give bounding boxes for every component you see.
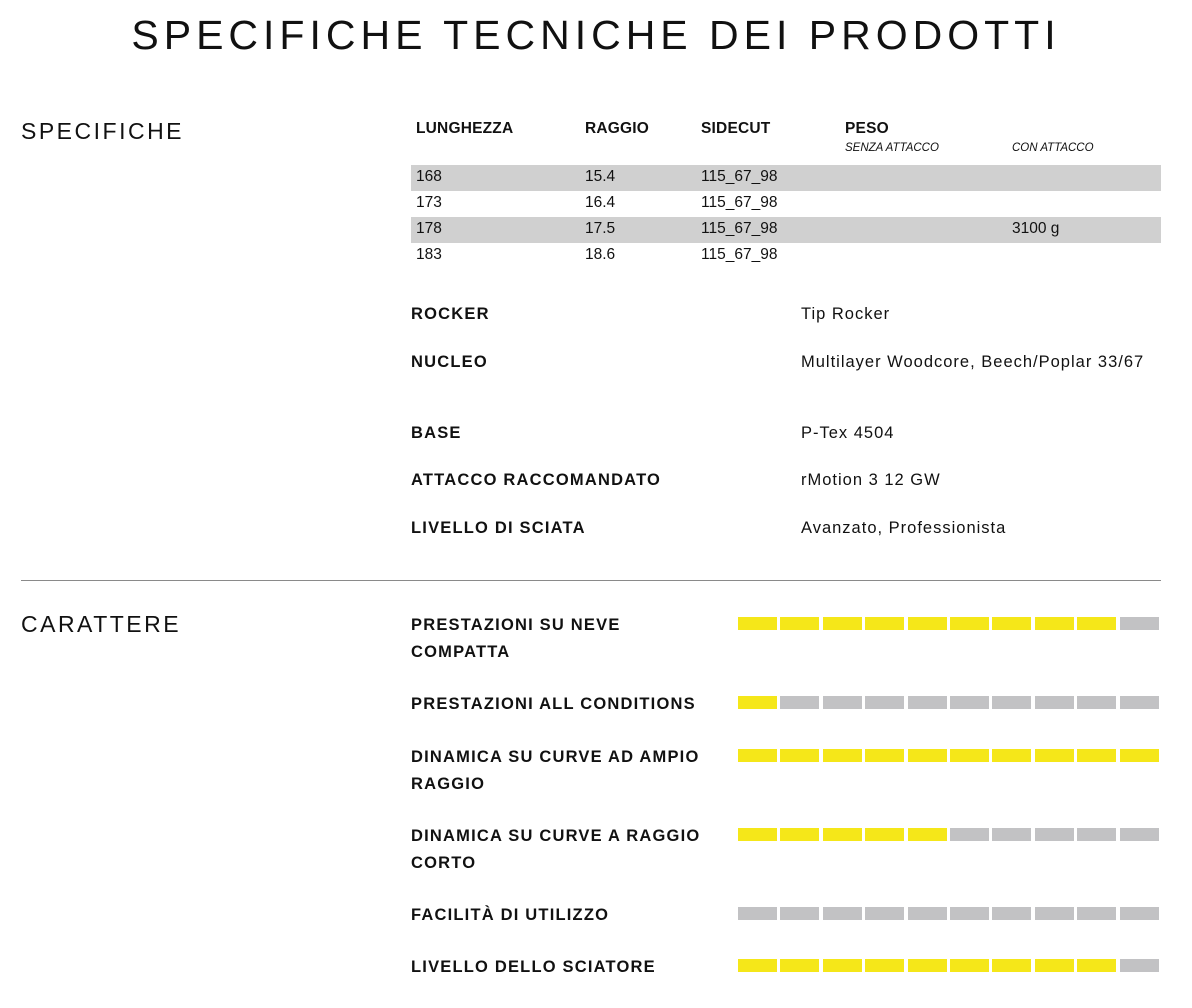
header-sidecut: SIDECUT [701, 120, 771, 137]
rating-segment-filled [1035, 617, 1074, 630]
table-row [411, 165, 1161, 191]
rating-segment-empty [823, 907, 862, 920]
cell-length: 173 [416, 194, 442, 211]
cell-length: 178 [416, 220, 442, 237]
rating-segment-filled [1077, 749, 1116, 762]
page-title: SPECIFICHE TECNICHE DEI PRODOTTI [131, 12, 1061, 58]
rating-segment-empty [865, 907, 904, 920]
rating-segment-filled [1035, 959, 1074, 972]
rating-segment-filled [908, 617, 947, 630]
header-weight: PESO [845, 120, 889, 137]
rating-bar [738, 907, 1161, 920]
rating-segment-empty [992, 696, 1031, 709]
rating-label: DINAMICA SU CURVE AD AMPIO RAGGIO [411, 748, 700, 793]
rating-bar [738, 959, 1161, 972]
rating-segment-empty [1077, 696, 1116, 709]
header-weight-with-binding: CON ATTACCO [1012, 142, 1094, 154]
rating-segment-empty [1120, 696, 1159, 709]
rating-bar [738, 617, 1161, 630]
rating-segment-empty [1120, 828, 1159, 841]
cell-radius: 17.5 [585, 220, 616, 237]
rating-segment-filled [1077, 959, 1116, 972]
rating-segment-empty [1120, 959, 1159, 972]
detail-value: Avanzato, Professionista [801, 519, 1007, 537]
rating-segment-empty [950, 828, 989, 841]
table-row [411, 191, 1161, 217]
table-row [411, 243, 1161, 269]
rating-bar [738, 749, 1161, 762]
cell-radius: 15.4 [585, 168, 616, 185]
cell-sidecut: 115_67_98 [701, 168, 778, 185]
rating-label: PRESTAZIONI ALL CONDITIONS [411, 695, 696, 713]
cell-sidecut: 115_67_98 [701, 194, 778, 211]
rating-segment-filled [992, 617, 1031, 630]
rating-segment-empty [1077, 907, 1116, 920]
section-divider [21, 580, 1161, 581]
rating-segment-empty [992, 828, 1031, 841]
rating-segment-filled [950, 959, 989, 972]
rating-segment-filled [950, 749, 989, 762]
rating-label: DINAMICA SU CURVE A RAGGIO CORTO [411, 827, 701, 872]
rating-bar [738, 828, 1161, 841]
rating-segment-filled [908, 749, 947, 762]
spec-rows [411, 165, 1161, 269]
rating-segment-filled [738, 828, 777, 841]
rating-segment-filled [823, 828, 862, 841]
detail-label: ATTACCO RACCOMANDATO [411, 471, 662, 489]
cell-length: 183 [416, 246, 442, 263]
rating-segment-empty [823, 696, 862, 709]
rating-segment-filled [992, 749, 1031, 762]
rating-segment-empty [738, 907, 777, 920]
detail-label: LIVELLO DI SCIATA [411, 519, 586, 537]
rating-segment-empty [950, 696, 989, 709]
cell-radius: 18.6 [585, 246, 616, 263]
rating-segment-empty [865, 696, 904, 709]
rating-segment-filled [992, 959, 1031, 972]
cell-radius: 16.4 [585, 194, 616, 211]
rating-segment-empty [1035, 828, 1074, 841]
detail-label: ROCKER [411, 305, 490, 323]
rating-segment-filled [780, 617, 819, 630]
rating-label: LIVELLO DELLO SCIATORE [411, 958, 656, 976]
header-radius: RAGGIO [585, 120, 650, 137]
detail-value: Tip Rocker [801, 305, 891, 323]
rating-segment-filled [780, 959, 819, 972]
rating-segment-filled [908, 959, 947, 972]
rating-segment-filled [1035, 749, 1074, 762]
detail-value: P-Tex 4504 [801, 424, 895, 442]
rating-segment-empty [1035, 696, 1074, 709]
rating-segment-filled [738, 696, 777, 709]
rating-segment-empty [1077, 828, 1116, 841]
rating-segment-empty [950, 907, 989, 920]
table-row [411, 217, 1161, 243]
cell-weight-with: 3100 g [1012, 220, 1060, 237]
rating-segment-filled [780, 828, 819, 841]
rating-label: PRESTAZIONI SU NEVE COMPATTA [411, 616, 621, 661]
rating-segment-filled [908, 828, 947, 841]
rating-segment-empty [908, 696, 947, 709]
rating-segment-filled [1077, 617, 1116, 630]
rating-segment-empty [908, 907, 947, 920]
rating-segment-filled [865, 617, 904, 630]
rating-segment-filled [823, 959, 862, 972]
rating-segment-filled [780, 749, 819, 762]
rating-segment-empty [992, 907, 1031, 920]
rating-segment-empty [780, 696, 819, 709]
header-length: LUNGHEZZA [416, 120, 514, 137]
rating-segment-filled [865, 749, 904, 762]
detail-label: NUCLEO [411, 353, 488, 371]
rating-segment-empty [1035, 907, 1074, 920]
header-weight-without-binding: SENZA ATTACCO [845, 142, 939, 154]
cell-sidecut: 115_67_98 [701, 220, 778, 237]
rating-segment-empty [1120, 617, 1159, 630]
rating-segment-filled [865, 828, 904, 841]
rating-segment-filled [738, 617, 777, 630]
rating-segment-filled [738, 959, 777, 972]
rating-label: FACILITÀ DI UTILIZZO [411, 906, 610, 924]
rating-bar [738, 696, 1161, 709]
rating-segment-empty [780, 907, 819, 920]
rating-segment-filled [738, 749, 777, 762]
section-title-specs: SPECIFICHE [21, 118, 185, 144]
detail-value: rMotion 3 12 GW [801, 471, 941, 489]
rating-segment-filled [1120, 749, 1159, 762]
cell-length: 168 [416, 168, 442, 185]
rating-segment-filled [865, 959, 904, 972]
rating-segment-filled [823, 749, 862, 762]
section-title-character: CARATTERE [21, 611, 182, 637]
rating-segment-empty [1120, 907, 1159, 920]
cell-sidecut: 115_67_98 [701, 246, 778, 263]
rating-segment-filled [823, 617, 862, 630]
detail-value: Multilayer Woodcore, Beech/Poplar 33/67 [801, 353, 1145, 371]
detail-label: BASE [411, 424, 462, 442]
rating-segment-filled [950, 617, 989, 630]
